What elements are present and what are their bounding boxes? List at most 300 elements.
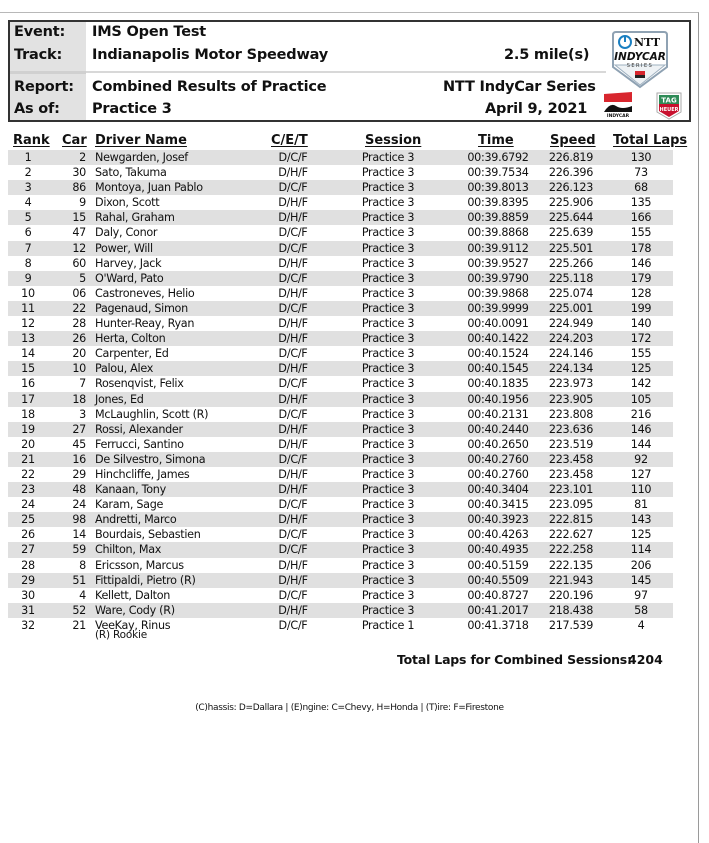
table-row [8,452,673,467]
cell-driver: VeeKay, Rinus [95,618,171,632]
cell-speed: 217.539 [548,618,594,632]
cell-session: Practice 3 [361,573,415,587]
svg-text:TAG: TAG [661,96,677,105]
cell-time: 00:39.8868 [467,226,529,240]
table-row [8,271,673,286]
cell-driver: Chilton, Max [95,543,162,557]
track-value: Indianapolis Motor Speedway [92,47,329,63]
cell-car: 06 [72,286,86,300]
cell-driver: Andretti, Marco [95,513,177,527]
cell-driver: Hinchcliffe, James [95,467,190,481]
table-row [8,286,684,301]
table-row [8,588,684,603]
table-row [8,195,684,210]
cell-car: 21 [72,618,86,632]
cell-laps: 155 [630,226,652,240]
cell-car: 30 [72,166,86,180]
table-row [8,180,673,195]
cell-laps: 110 [630,483,652,497]
cell-time: 00:40.2440 [467,422,529,436]
cell-driver: Rosenqvist, Felix [95,377,184,391]
table-row [8,558,684,573]
cell-time: 00:40.5159 [467,558,529,572]
cell-time: 00:39.9868 [467,286,529,300]
cell-laps: 199 [630,301,652,315]
cell-cet: D/C/F [278,181,308,195]
cell-cet: D/H/F [278,422,308,436]
cell-speed: 224.146 [548,347,594,361]
cell-driver: McLaughlin, Scott (R) [95,407,209,421]
cell-cet: D/H/F [278,483,308,497]
cell-car: 59 [72,543,86,557]
cell-time: 00:39.8859 [467,211,529,225]
cell-time: 00:40.0091 [467,317,529,331]
cell-car: 5 [79,271,86,285]
cell-car: 45 [72,437,86,451]
table-row [8,361,673,376]
cell-cet: D/H/F [278,467,308,481]
cell-cet: D/H/F [278,437,308,451]
cell-cet: D/H/F [278,286,308,300]
cell-cet: D/C/F [278,498,308,512]
cell-driver: Montoya, Juan Pablo [95,181,203,195]
event-label: Event: [14,24,66,40]
cell-driver: Harvey, Jack [95,256,162,270]
cell-laps: 58 [634,603,648,617]
header-divider [86,71,606,73]
cell-car: 48 [72,483,86,497]
cell-session: Practice 3 [361,241,415,255]
cell-session: Practice 3 [361,166,415,180]
svg-text:HEUER: HEUER [659,107,679,113]
cell-car: 4 [79,588,86,602]
table-row [8,331,673,346]
cell-rank: 1 [24,151,32,164]
header-label-divider [10,71,86,74]
cell-time: 00:39.9527 [467,256,529,270]
cell-speed: 222.135 [548,558,594,572]
cell-laps: 206 [630,558,652,572]
cell-car: 8 [79,558,86,572]
cell-speed: 225.118 [548,271,594,285]
cell-laps: 140 [630,317,652,331]
table-row [8,573,673,588]
cell-rank: 11 [21,301,35,315]
cell-cet: D/C/F [278,588,308,602]
cell-driver: Rahal, Graham [95,211,175,225]
cell-laps: 114 [630,543,652,557]
cell-car: 51 [72,573,86,587]
cell-session: Practice 3 [361,588,415,602]
cell-speed: 225.074 [548,286,594,300]
asof-value: Practice 3 [92,101,172,117]
cell-car: 3 [79,407,86,421]
table-row [8,165,684,180]
cell-time: 00:39.7534 [467,166,529,180]
cell-cet: D/C/F [278,226,308,240]
cell-session: Practice 3 [361,211,415,225]
cell-driver: Ferrucci, Santino [95,437,184,451]
cell-speed: 224.134 [548,362,594,376]
table-row [8,422,673,437]
cell-time: 00:39.9999 [467,301,529,315]
cell-car: 15 [72,211,86,225]
cell-car: 98 [72,513,86,527]
table-row [8,301,673,316]
cell-cet: D/C/F [278,618,308,632]
cell-time: 00:40.8727 [467,588,529,602]
cell-speed: 222.258 [548,543,594,557]
table-row [8,467,684,482]
cell-rank: 10 [21,286,35,300]
ntt-indycar-series-logo-icon [610,29,670,91]
cell-car: 28 [72,317,86,331]
cell-car: 26 [72,332,86,346]
cell-session: Practice 3 [361,271,415,285]
cell-rank: 19 [21,422,35,436]
cell-session: Practice 3 [361,317,415,331]
cell-speed: 225.906 [548,196,594,210]
cell-time: 00:40.2131 [467,407,529,421]
track-label: Track: [14,47,63,63]
cell-driver: Pagenaud, Simon [95,301,188,315]
cell-rank: 28 [21,558,35,572]
cell-car: 7 [79,377,86,391]
cell-speed: 226.819 [548,151,594,164]
cell-session: Practice 3 [361,226,415,240]
cell-speed: 218.438 [548,603,594,617]
cell-rank: 16 [21,377,35,391]
cell-cet: D/H/F [278,166,308,180]
cell-session: Practice 3 [361,151,415,164]
cell-session: Practice 3 [361,452,415,466]
table-row [8,210,673,225]
cell-laps: 130 [630,151,652,164]
cell-laps: 81 [634,498,648,512]
cell-driver: Herta, Colton [95,332,166,346]
cell-rank: 14 [21,347,35,361]
cell-laps: 4 [637,618,645,632]
svg-text:NTT: NTT [634,36,661,49]
cell-laps: 125 [630,528,652,542]
cell-driver: Rossi, Alexander [95,422,183,436]
cell-driver: Fittipaldi, Pietro (R) [95,573,196,587]
cell-rank: 23 [21,483,35,497]
cell-rank: 7 [24,241,32,255]
cell-laps: 166 [630,211,652,225]
cell-rank: 20 [21,437,35,451]
cell-laps: 142 [630,377,652,391]
cell-speed: 225.501 [548,241,594,255]
track-length: 2.5 mile(s) [504,47,590,63]
cell-rank: 17 [21,392,35,406]
cell-session: Practice 3 [361,437,415,451]
table-row [8,527,684,542]
asof-label: As of: [14,101,60,117]
table-row [8,603,673,618]
cell-car: 9 [79,196,86,210]
cell-rank: 2 [24,166,32,180]
cell-rank: 6 [24,226,32,240]
report-label: Report: [14,79,74,95]
cell-rank: 26 [21,528,35,542]
cell-laps: 155 [630,347,652,361]
cell-rank: 21 [21,452,35,466]
cell-speed: 221.943 [548,573,594,587]
cell-cet: D/H/F [278,196,308,210]
indycar-logo-icon [602,90,634,118]
table-row [8,150,673,165]
cell-laps: 144 [630,437,652,451]
cell-car: 12 [72,241,86,255]
cell-session: Practice 3 [361,392,415,406]
cell-speed: 224.949 [548,317,594,331]
cell-laps: 172 [630,332,652,346]
cell-rank: 30 [21,588,35,602]
cell-time: 00:40.1545 [467,362,529,376]
svg-text:INDYCAR: INDYCAR [614,51,666,63]
cell-session: Practice 3 [361,498,415,512]
series-name: NTT IndyCar Series [443,79,596,95]
cell-speed: 223.973 [548,377,594,391]
cell-speed: 223.905 [548,392,594,406]
cell-laps: 146 [630,422,652,436]
cell-cet: D/H/F [278,573,308,587]
table-row [8,407,684,422]
col-header-session: Session [365,133,422,148]
cet-legend: (C)hassis: D=Dallara | (E)ngine: C=Chevy, H=Honda | (T)ire: F=Firestone [195,703,504,713]
cell-time: 00:41.3718 [467,618,529,632]
table-row [8,497,684,512]
cell-car: 18 [72,392,86,406]
cell-cet: D/H/F [278,558,308,572]
cell-cet: D/C/F [278,347,308,361]
table-row [8,376,684,391]
cell-rank: 12 [21,317,35,331]
cell-session: Practice 3 [361,603,415,617]
cell-driver: Daly, Conor [95,226,158,240]
cell-rank: 5 [24,211,32,225]
table-row [8,392,673,407]
cell-laps: 105 [630,392,652,406]
cell-cet: D/H/F [278,317,308,331]
cell-driver: Ericsson, Marcus [95,558,184,572]
cell-cet: D/H/F [278,211,308,225]
cell-driver: Kellett, Dalton [95,588,171,602]
cell-laps: 68 [634,181,648,195]
cell-speed: 226.396 [548,166,594,180]
cell-speed: 222.815 [548,513,594,527]
cell-driver: De Silvestro, Simona [95,452,206,466]
cell-rank: 24 [21,498,35,512]
col-header-rank: Rank [13,133,50,148]
cell-rank: 29 [21,573,35,587]
cell-speed: 223.458 [548,452,594,466]
cell-speed: 226.123 [548,181,594,195]
cell-cet: D/C/F [278,301,308,315]
cell-speed: 223.636 [548,422,594,436]
col-header-laps: Total Laps [613,133,688,148]
cell-session: Practice 3 [361,528,415,542]
table-row [8,512,673,527]
cell-speed: 225.639 [548,226,594,240]
cell-time: 00:41.2017 [467,603,529,617]
cell-speed: 223.095 [548,498,594,512]
cell-laps: 97 [634,588,648,602]
cell-driver: Castroneves, Helio [95,286,195,300]
cell-driver: Jones, Ed [95,392,144,406]
cell-laps: 216 [630,407,652,421]
cell-car: 29 [72,467,86,481]
table-row [8,542,673,557]
cell-cet: D/C/F [278,452,308,466]
cell-speed: 222.627 [548,528,594,542]
table-row [8,346,684,361]
cell-driver: Carpenter, Ed [95,347,169,361]
cell-laps: 135 [630,196,652,210]
cell-cet: D/H/F [278,603,308,617]
cell-driver: Power, Will [95,241,153,255]
cell-car: 16 [72,452,86,466]
cell-laps: 125 [630,362,652,376]
tag-heuer-logo-icon [654,90,684,120]
cell-time: 00:40.3415 [467,498,529,512]
cell-time: 00:40.3923 [467,513,529,527]
cell-car: 20 [72,347,86,361]
cell-cet: D/C/F [278,543,308,557]
cell-time: 00:39.8013 [467,181,529,195]
cell-session: Practice 3 [361,286,415,300]
col-header-car: Car [62,133,87,148]
cell-session: Practice 3 [361,467,415,481]
cell-cet: D/H/F [278,392,308,406]
cell-session: Practice 3 [361,422,415,436]
cell-driver: Hunter-Reay, Ryan [95,317,195,331]
cell-time: 00:40.2760 [467,467,529,481]
cell-laps: 145 [630,573,652,587]
cell-time: 00:40.1524 [467,347,529,361]
cell-session: Practice 3 [361,377,415,391]
cell-time: 00:40.2650 [467,437,529,451]
cell-car: 24 [72,498,86,512]
cell-session: Practice 3 [361,347,415,361]
cell-session: Practice 3 [361,483,415,497]
col-header-cet: C/E/T [271,133,308,148]
total-laps-label: Total Laps for Combined Sessions: [397,652,632,667]
cell-rank: 18 [21,407,35,421]
cell-laps: 127 [630,467,652,481]
cell-speed: 223.101 [548,483,594,497]
cell-cet: D/H/F [278,256,308,270]
cell-speed: 225.644 [548,211,594,225]
cell-time: 00:40.1956 [467,392,529,406]
cell-rank: 27 [21,543,35,557]
cell-session: Practice 3 [361,301,415,315]
cell-time: 00:40.4263 [467,528,529,542]
cell-car: 2 [79,151,86,164]
total-laps-value: 4204 [628,652,663,667]
cell-rank: 8 [24,256,32,270]
cell-driver: Dixon, Scott [95,196,160,210]
cell-cet: D/C/F [278,528,308,542]
cell-session: Practice 3 [361,407,415,421]
cell-cet: D/C/F [278,407,308,421]
cell-rank: 3 [24,181,32,195]
svg-text:INDYCAR: INDYCAR [606,114,630,118]
cell-speed: 223.458 [548,467,594,481]
rookie-note: (R) Rookie [95,629,147,641]
cell-rank: 13 [21,332,35,346]
col-header-speed: Speed [550,133,596,148]
col-header-driver: Driver Name [95,133,187,148]
cell-rank: 32 [21,618,35,632]
cell-cet: D/C/F [278,377,308,391]
cell-rank: 4 [24,196,32,210]
cell-session: Practice 3 [361,543,415,557]
cell-speed: 223.808 [548,407,594,421]
cell-cet: D/C/F [278,151,308,164]
cell-time: 00:40.3404 [467,483,529,497]
report-date: April 9, 2021 [485,101,588,117]
table-row [8,316,684,331]
cell-driver: O'Ward, Pato [95,271,164,285]
cell-driver: Newgarden, Josef [95,151,188,164]
cell-rank: 31 [21,603,35,617]
cell-rank: 9 [24,271,32,285]
cell-session: Practice 3 [361,181,415,195]
table-row [8,256,684,271]
cell-car: 52 [72,603,86,617]
cell-car: 86 [72,181,86,195]
event-value: IMS Open Test [92,24,206,40]
cell-laps: 73 [634,166,648,180]
cell-laps: 179 [630,271,652,285]
table-row [8,241,673,256]
cell-time: 00:39.9112 [467,241,529,255]
table-row [8,482,673,497]
report-header [8,20,691,122]
cell-speed: 224.203 [548,332,594,346]
cell-driver: Sato, Takuma [95,166,167,180]
cell-rank: 15 [21,362,35,376]
results-rows [8,150,684,633]
cell-speed: 223.519 [548,437,594,451]
cell-time: 00:39.9790 [467,271,529,285]
table-row [8,225,684,240]
cell-car: 14 [72,528,86,542]
cell-time: 00:40.1835 [467,377,529,391]
cell-laps: 128 [630,286,652,300]
cell-driver: Kanaan, Tony [95,483,166,497]
table-row [8,437,684,452]
cell-laps: 92 [634,452,648,466]
cell-driver: Palou, Alex [95,362,154,376]
cell-cet: D/C/F [278,271,308,285]
cell-cet: D/H/F [278,513,308,527]
cell-time: 00:40.2760 [467,452,529,466]
cell-rank: 25 [21,513,35,527]
cell-laps: 143 [630,513,652,527]
cell-car: 60 [72,256,86,270]
cell-session: Practice 3 [361,558,415,572]
cell-laps: 178 [630,241,652,255]
cell-time: 00:39.8395 [467,196,529,210]
cell-session: Practice 3 [361,332,415,346]
cell-driver: Bourdais, Sebastien [95,528,201,542]
cell-car: 10 [72,362,86,376]
cell-time: 00:40.4935 [467,543,529,557]
cell-session: Practice 3 [361,196,415,210]
